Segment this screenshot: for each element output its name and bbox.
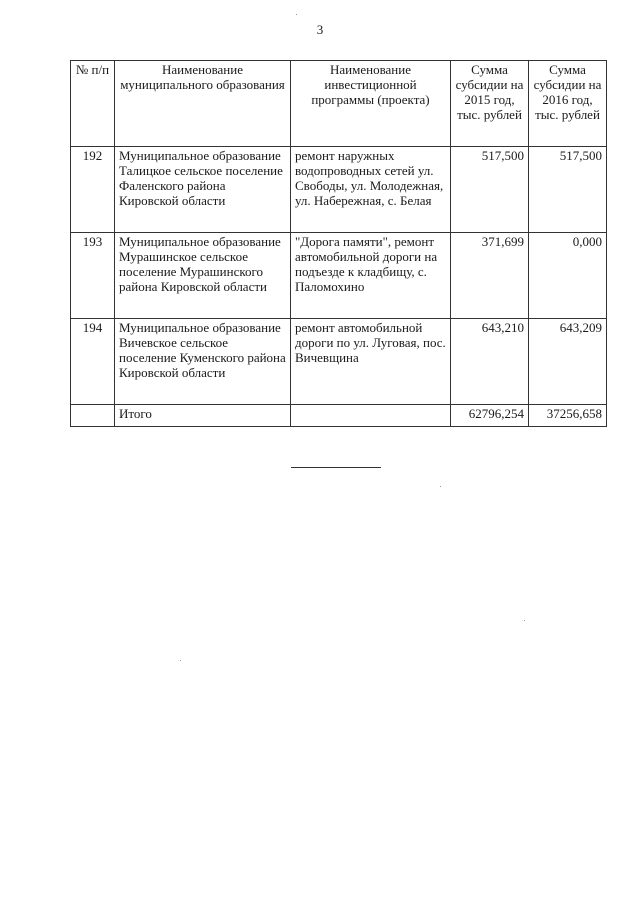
row-program: "Дорога памяти", ремонт автомобильной дороги на подъезде к кладбищу, с. Паломохино [291, 233, 451, 319]
subsidy-table [70, 60, 607, 427]
header-sum-2015: Сумма субсидии на 2015 год, тыс. рублей [451, 61, 529, 147]
row-sum-2016: 517,500 [529, 147, 607, 233]
scan-speck [180, 660, 181, 661]
page-number: 3 [316, 22, 324, 37]
row-number: 193 [71, 233, 115, 319]
row-sum-2016: 643,209 [529, 319, 607, 405]
row-sum-2015: 517,500 [451, 147, 529, 233]
scan-speck [524, 620, 525, 621]
row-municipality: Муниципальное образование Талицкое сельское поселение Фаленского района Кировской области [115, 147, 291, 233]
table-row [71, 147, 607, 233]
table-header-row [71, 61, 607, 147]
row-sum-2015: 643,210 [451, 319, 529, 405]
table-row [71, 233, 607, 319]
row-municipality: Муниципальное образование Мурашинское сельское поселение Мурашинского района Кировской области [115, 233, 291, 319]
header-program: Наименование инвестиционной программы (проекта) [291, 61, 451, 147]
total-sum-2015: 62796,254 [451, 405, 529, 427]
row-number: 192 [71, 147, 115, 233]
row-municipality: Муниципальное образование Вичевское сельское поселение Куменского района Кировской области [115, 319, 291, 405]
total-sum-2016: 37256,658 [529, 405, 607, 427]
header-number: № п/п [71, 61, 115, 147]
row-program: ремонт наружных водопроводных сетей ул. Свободы, ул. Молодежная, ул. Набережная, с. Белая [291, 147, 451, 233]
scan-speck [296, 14, 297, 15]
header-municipality: Наименование муниципального образования [115, 61, 291, 147]
table-total-row [71, 405, 607, 427]
row-number: 194 [71, 319, 115, 405]
row-sum-2015: 371,699 [451, 233, 529, 319]
table-row [71, 319, 607, 405]
total-label: Итого [115, 405, 291, 427]
total-program-cell [291, 405, 451, 427]
scan-speck [440, 486, 441, 487]
row-program: ремонт автомобильной дороги по ул. Луговая, пос. Вичевщина [291, 319, 451, 405]
end-of-document-rule [291, 467, 381, 468]
header-sum-2016: Сумма субсидии на 2016 год, тыс. рублей [529, 61, 607, 147]
row-sum-2016: 0,000 [529, 233, 607, 319]
total-number-cell [71, 405, 115, 427]
